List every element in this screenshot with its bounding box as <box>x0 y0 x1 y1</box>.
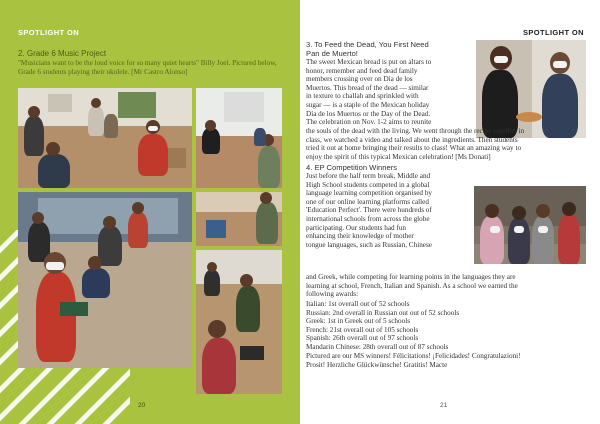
body-line: Muertos. This bread of the dead — similar <box>306 83 429 92</box>
photo-ep-winners <box>474 186 586 264</box>
body-line: one of our online learning platforms called <box>306 197 429 206</box>
body-line: in texture to challah and sprinkled with <box>306 92 419 101</box>
ep-competition-body-full <box>306 273 588 299</box>
photo-student-practice <box>196 192 282 246</box>
heading-line: Pan de Muerto! <box>306 49 358 58</box>
photo-ukulele-players <box>196 250 282 394</box>
body-line: 'Education Perfect'. There were hundreds of <box>306 206 432 215</box>
music-project-caption: "Musicians want to be the loud voice for so many quiet hearts" Billy Joel. Pictured below, Grade 6 students playing their ukulele. [Mr Castro Alonso] <box>18 59 277 76</box>
spotlight-label-left: SPOTLIGHT ON <box>18 28 80 37</box>
body-line: sugar — is a staple of the Mexican holiday <box>306 100 430 109</box>
pan-de-muerto-heading <box>306 40 429 58</box>
body-line: Día de los Muertos or the Day of the Dead. <box>306 109 431 118</box>
body-line: The sweet Mexican bread is put on altars to <box>306 58 432 66</box>
award-item: French: 21st overall out of 105 schools <box>306 325 419 334</box>
body-line: class, we watched a video and talked about the ingredients. Then students <box>306 135 518 144</box>
closing-line: Pictured are our MS winners! Félicitations! ¡Felicidades! Congratulazioni! <box>306 352 521 360</box>
body-line: High School students competed in a global <box>306 180 430 189</box>
pan-de-muerto-body-full <box>306 127 588 161</box>
award-item: Greek: 1st in Greek out of 5 schools <box>306 317 410 326</box>
award-item: Mandarin Chinese: 28th overall out of 87 schools <box>306 342 449 351</box>
body-line: honor, remember and feed dead family <box>306 66 418 75</box>
photo-classroom-ukulele <box>18 88 192 188</box>
ep-competition-heading: 4. EP Competition Winners <box>306 163 398 172</box>
photo-ukulele-group <box>18 192 192 368</box>
body-line: tongue languages, such as Russian, Chinese <box>306 240 432 249</box>
page-number-left: 20 <box>138 402 146 409</box>
page-number-right: 21 <box>440 402 448 409</box>
body-line: members crossing over on Día de los <box>306 75 413 84</box>
spotlight-label-right: SPOTLIGHT ON <box>522 28 584 37</box>
music-project-heading: 2. Grade 6 Music Project <box>18 49 107 58</box>
body-line: enjoy the spirit of this typical Mexican celebration! [Ms Donati] <box>306 152 491 161</box>
award-item: Italian: 1st overall out of 52 schools <box>306 300 410 308</box>
photo-pan-de-muerto <box>476 40 586 138</box>
body-line: The celebration on Nov. 1-2 aims to reunite <box>306 118 432 127</box>
body-line: the souls of the dead with the living. We went through the recipe together in <box>306 127 525 135</box>
award-item: Russian: 2nd overall in Russian out out of 52 schools <box>306 308 460 317</box>
body-line: learning at school, French, Italian and Spanish. As a school we earned the <box>306 281 518 290</box>
body-line: international schools from across the globe <box>306 214 430 223</box>
right-page <box>300 0 600 424</box>
body-line: enhancing their knowledge of mother <box>306 232 414 241</box>
heading-line: 3. To Feed the Dead, You First Need <box>306 40 429 49</box>
body-line: Just before the half term break, Middle and <box>306 172 431 180</box>
body-line: language learning competition organised by <box>306 189 433 198</box>
body-line: tried it out at home bringing their results to class! What an amazing way to <box>306 144 522 153</box>
body-line: participating. Our students had fun <box>306 223 407 232</box>
award-item: Spanish: 26th overall out of 97 schools <box>306 334 419 343</box>
body-line: following awards: <box>306 290 359 299</box>
body-line: and Greek, while competing for learning points in the languages they are <box>306 273 516 281</box>
photo-students-room <box>196 88 282 188</box>
awards-list <box>306 300 588 352</box>
ep-competition-body <box>306 172 472 249</box>
closing-line: Prosit! Herzliche Glückwünsche! Gratitis! Macte <box>306 360 448 369</box>
pan-de-muerto-body <box>306 58 476 127</box>
closing-text <box>306 352 588 369</box>
